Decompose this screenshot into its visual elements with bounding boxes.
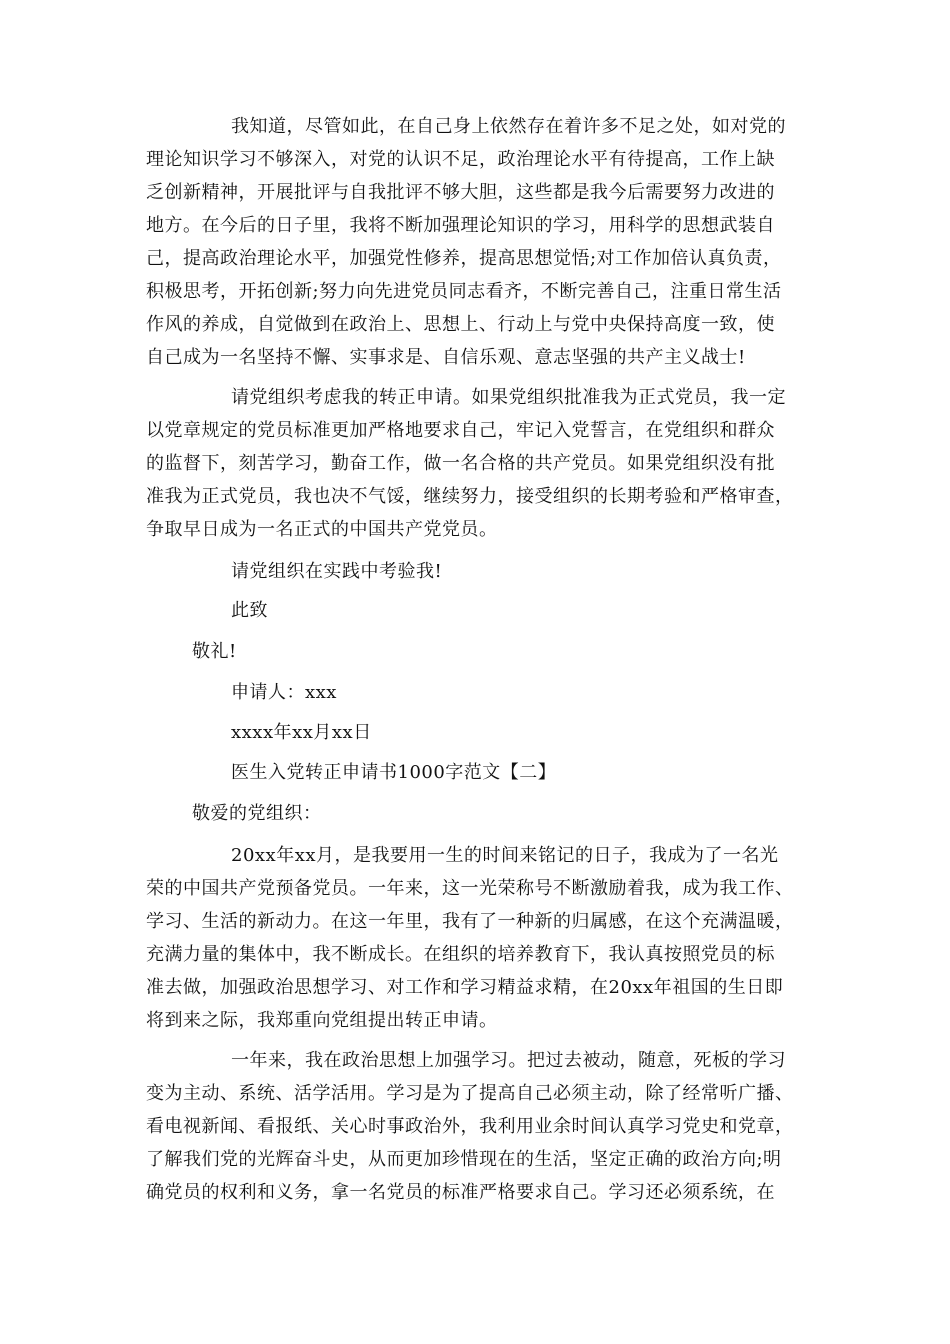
application-date: xxxx年xx月xx日 <box>231 722 372 743</box>
paragraph-line: 荣的中国共产党预备党员。一年来，这一光荣称号不断激励着我，成为我工作、 <box>146 878 794 899</box>
paragraph-line: 20xx年xx月，是我要用一生的时间来铭记的日子，我成为了一名光 <box>231 845 779 866</box>
paragraph-line: 确党员的权利和义务，拿一名党员的标准严格要求自己。学习还必须系统，在 <box>146 1182 775 1203</box>
closing-test-line: 请党组织在实践中考验我! <box>231 561 443 582</box>
paragraph-line: 乏创新精神，开展批评与自我批评不够大胆，这些都是我今后需要努力改进的 <box>146 182 775 203</box>
paragraph-line: 理论知识学习不够深入，对党的认识不足，政治理论水平有待提高，工作上缺 <box>146 149 775 170</box>
paragraph-line: 请党组织考虑我的转正申请。如果党组织批准我为正式党员，我一定 <box>231 387 786 408</box>
paragraph-line: 积极思考，开拓创新;努力向先进党员同志看齐，不断完善自己，注重日常生活 <box>146 281 782 302</box>
applicant-name: 申请人：xxx <box>231 682 337 703</box>
paragraph-line: 学习、生活的新动力。在这一年里，我有了一种新的归属感，在这个充满温暖， <box>146 911 794 932</box>
paragraph-line: 自己成为一名坚持不懈、实事求是、自信乐观、意志坚强的共产主义战士! <box>146 347 746 368</box>
section-title: 医生入党转正申请书1000字范文【二】 <box>231 762 557 783</box>
paragraph-line: 准去做，加强政治思想学习、对工作和学习精益求精，在20xx年祖国的生日即 <box>146 977 784 998</box>
paragraph-line: 准我为正式党员，我也决不气馁，继续努力，接受组织的长期考验和严格审查， <box>146 486 794 507</box>
paragraph-line: 己，提高政治理论水平，加强党性修养，提高思想觉悟;对工作加倍认真负责， <box>146 248 782 269</box>
paragraph-line: 了解我们党的光辉奋斗史，从而更加珍惜现在的生活，坚定正确的政治方向;明 <box>146 1149 782 1170</box>
paragraph-line: 的监督下，刻苦学习，勤奋工作，做一名合格的共产党员。如果党组织没有批 <box>146 453 775 474</box>
paragraph-line: 作风的养成，自觉做到在政治上、思想上、行动上与党中央保持高度一致，使 <box>146 314 775 335</box>
closing-cizhi: 此致 <box>231 600 268 621</box>
closing-jingli: 敬礼! <box>192 641 237 662</box>
paragraph-line: 看电视新闻、看报纸、关心时事政治外，我利用业余时间认真学习党史和党章， <box>146 1116 794 1137</box>
paragraph-line: 争取早日成为一名正式的中国共产党党员。 <box>146 519 498 540</box>
paragraph-line: 以党章规定的党员标准更加严格地要求自己，牢记入党誓言，在党组织和群众 <box>146 420 775 441</box>
paragraph-line: 变为主动、系统、活学活用。学习是为了提高自己必须主动，除了经常听广播、 <box>146 1083 794 1104</box>
salutation: 敬爱的党组织： <box>192 803 322 824</box>
paragraph-line: 地方。在今后的日子里，我将不断加强理论知识的学习，用科学的思想武装自 <box>146 215 775 236</box>
paragraph-line: 将到来之际，我郑重向党组提出转正申请。 <box>146 1010 498 1031</box>
paragraph-line: 我知道，尽管如此，在自己身上依然存在着许多不足之处，如对党的 <box>231 116 786 137</box>
paragraph-line: 充满力量的集体中，我不断成长。在组织的培养教育下，我认真按照党员的标 <box>146 944 775 965</box>
paragraph-line: 一年来，我在政治思想上加强学习。把过去被动，随意，死板的学习 <box>231 1050 786 1071</box>
